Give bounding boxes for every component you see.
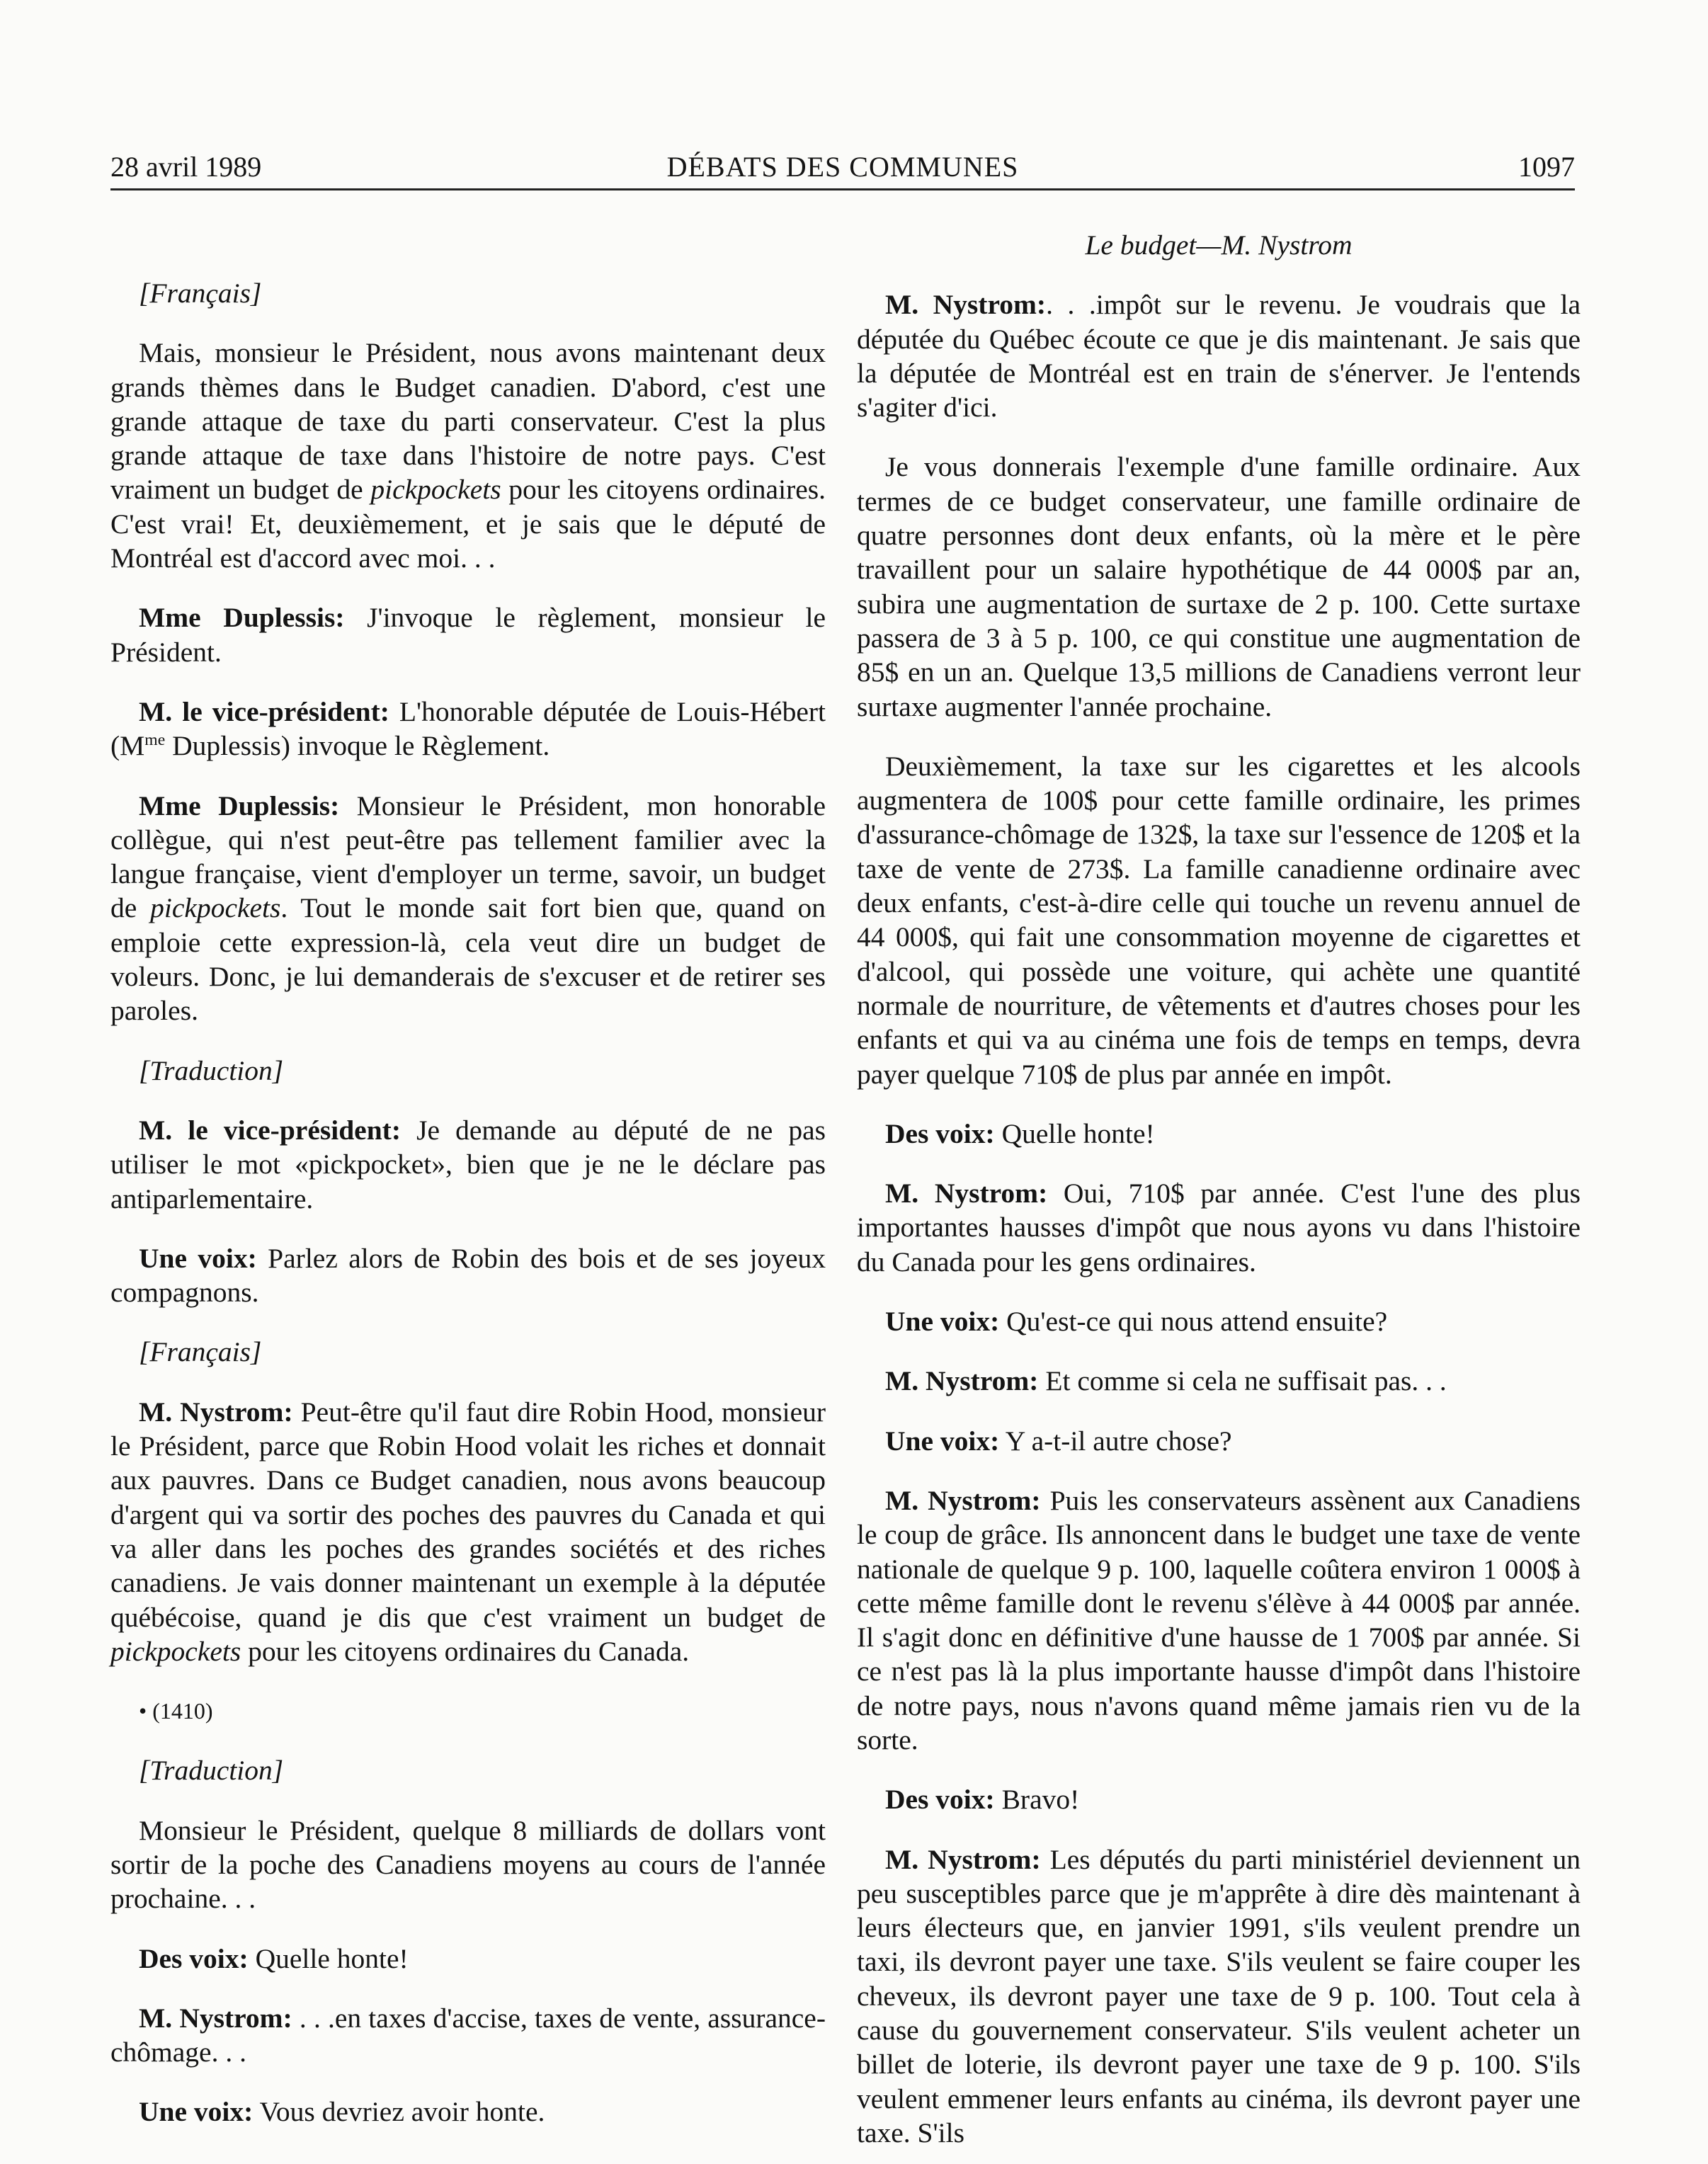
language-marker: [Traduction] <box>139 1054 284 1086</box>
paragraph: Des voix: Quelle honte! <box>139 1942 409 1974</box>
paragraph: Une voix: Y a-t-il autre chose? <box>885 1425 1232 1457</box>
superscript: me <box>144 731 166 750</box>
speaker: Mme Duplessis: <box>139 602 345 634</box>
paragraph: Je vous donnerais l'exemple d'une famille ordinaire. Aux termes de ce budget conservateur, une famille ordinaire de quatre personnes dont deux enfants, où la mère et le père travaillent pour un salaire hypothétique de 44 000$ par an, subira une augmentation de surtaxe de 2 p. 100. Cette surtaxe passera de 3 à 5 p. 100, ce qui constitue une augmentation de 85$ en un an. Quelque 13,5 millions de Canadiens verront leur surtaxe augmenter l'année prochaine. <box>857 451 1581 722</box>
italic-term: pickpockets <box>150 892 281 924</box>
speaker: M. Nystrom: <box>885 1843 1041 1875</box>
running-head: Le budget—M. Nystrom <box>1085 229 1353 261</box>
paragraph: M. Nystrom: Puis les conservateurs assènent aux Canadiens le coup de grâce. Ils annoncent dans le budget une taxe de vente nationale de quelque 9 p. 100, laquelle coûtera environ 1 000$ à cette même famille dont le revenu s'élève à 44 000$ par année. Il s'agit donc en définitive d'une hausse de 1 700$ par année. Si ce n'est pas là la plus importante hausse d'impôt dans l'histoire de notre pays, nous n'avons quand même jamais rien vu de la sorte. <box>857 1484 1581 1755</box>
speaker: Une voix: <box>885 1306 1000 1338</box>
paragraph: Mais, monsieur le Président, nous avons maintenant deux grands thèmes dans le Budget canadien. D'abord, c'est une grande attaque de taxe du parti conservateur. C'est la plus grande attaque de taxe dans l'histoire de notre pays. C'est vraiment un budget de pickpockets pour les citoyens ordinaires. C'est vrai! Et, deuxièmement, et je sais que le député de Montréal est d'accord avec moi. . . <box>110 337 826 574</box>
speaker: M. Nystrom: <box>139 1396 293 1428</box>
language-marker: [Français] <box>139 1336 262 1368</box>
header-page-number: 1097 <box>1518 151 1575 183</box>
paragraph: Une voix: Qu'est-ce qui nous attend ensuite? <box>885 1306 1388 1338</box>
header-date: 28 avril 1989 <box>110 151 262 183</box>
paragraph: M. le vice-président: Je demande au député de ne pas utiliser le mot «pickpocket», bien que je ne le déclare pas antiparlementaire. <box>110 1114 826 1214</box>
paragraph: Deuxièmement, la taxe sur les cigarettes et les alcools augmentera de 100$ pour cette famille ordinaire, les primes d'assurance-chômage de 132$, la taxe sur l'essence de 120$ et la taxe de vente de 273$. La famille canadienne ordinaire avec deux enfants, c'est-à-dire celle qui touche un revenu annuel de 44 000$, qui fait une consommation moyenne de cigarettes et d'alcool, qui possède une voiture, qui achète une quantité normale de nourriture, de vêtements et d'autres choses pour les enfants et qui va au cinéma une fois de temps en temps, devra payer quelque 710$ de plus par année en impôt. <box>857 750 1581 1090</box>
header-title: DÉBATS DES COMMUNES <box>666 151 1019 183</box>
right-column <box>857 212 1581 2148</box>
paragraph: Une voix: Parlez alors de Robin des bois et de ses joyeux compagnons. <box>110 1242 826 1309</box>
paragraph: M. Nystrom: Oui, 710$ par année. C'est l'une des plus importantes hausses d'impôt que nous ayons vu dans l'histoire du Canada pour les gens ordinaires. <box>857 1178 1581 1277</box>
paragraph: M. Nystrom: Les députés du parti ministériel deviennent un peu susceptibles parce que je m'apprête à dire dès maintenant à leurs électeurs que, en janvier 1991, s'ils veulent prendre un taxi, ils devront payer une taxe. S'ils veulent se faire couper les cheveux, ils devront payer une taxe de 9 p. 100. Tout cela à cause du gouvernement conservateur. S'ils veulent acheter un billet de loterie, ils devront payer une taxe de 9 p. 100. S'ils veulent emmener leurs enfants au cinéma, ils devront payer une taxe. S'ils <box>857 1843 1581 2148</box>
paragraph: Monsieur le Président, quelque 8 milliards de dollars vont sortir de la poche des Canadiens moyens au cours de l'année prochaine. . . <box>110 1814 826 1915</box>
left-column <box>110 212 826 2128</box>
paragraph: Des voix: Bravo! <box>885 1784 1080 1816</box>
italic-term: pickpockets <box>110 1635 241 1667</box>
speaker: Une voix: <box>139 1242 257 1274</box>
paragraph: Une voix: Vous devriez avoir honte. <box>139 2096 545 2128</box>
speaker: Une voix: <box>139 2096 254 2128</box>
speaker: Mme Duplessis: <box>139 790 340 821</box>
speaker: Des voix: <box>139 1942 249 1974</box>
speaker: Des voix: <box>885 1117 995 1149</box>
paragraph: M. Nystrom:. . .impôt sur le revenu. Je voudrais que la députée du Québec écoute ce que je dis maintenant. Je sais que la députée de Montréal est en train de s'énerver. Je l'entends s'agiter d'ici. <box>857 289 1581 423</box>
paragraph: M. Nystrom: Et comme si cela ne suffisait pas. . . <box>885 1365 1447 1397</box>
paragraph: M. Nystrom: . . .en taxes d'accise, taxes de vente, assurance-chômage. . . <box>110 2002 826 2068</box>
timestamp: • (1410) <box>139 1698 213 1724</box>
speaker: M. Nystrom: <box>139 2002 292 2034</box>
page-header <box>110 150 1575 190</box>
speaker: M. Nystrom: <box>885 1484 1041 1516</box>
paragraph: M. le vice-président: L'honorable députée de Louis-Hébert ($M^{me}$ Duplessis) invoque le Règlement. <box>110 695 826 762</box>
italic-term: pickpockets <box>370 474 501 506</box>
speaker: M. Nystrom: <box>885 289 1047 321</box>
speaker: Des voix: <box>885 1784 995 1816</box>
paragraph: M. Nystrom: Peut-être qu'il faut dire Robin Hood, monsieur le Président, parce que Robin Hood volait les riches et donnait aux pauvres. Dans ce Budget canadien, nous avons beaucoup d'argent qui va sortir des poches des pauvres du Canada et qui va aller dans les poches des grandes sociétés et des riches canadiens. Je vais donner maintenant un exemple à la députée québécoise, quand je dis que c'est vraiment un budget de pickpockets pour les citoyens ordinaires du Canada. <box>110 1396 826 1667</box>
paragraph: Des voix: Quelle honte! <box>885 1117 1155 1149</box>
language-marker: [Français] <box>139 278 262 309</box>
speaker: Une voix: <box>885 1425 1000 1457</box>
speaker: M. le vice-président: <box>139 1114 401 1146</box>
paragraph: Mme Duplessis: Monsieur le Président, mon honorable collègue, qui n'est peut-être pas tellement familier avec la langue française, vient d'employer un terme, savoir, un budget de pickpockets. Tout le monde sait fort bien que, quand on emploie cette expression-là, cela veut dire un budget de voleurs. Donc, je lui demanderais de s'excuser et de retirer ses paroles. <box>110 790 826 1027</box>
speaker: M. Nystrom: <box>885 1365 1039 1397</box>
speaker: M. le vice-président: <box>139 695 389 727</box>
paragraph: Mme Duplessis: J'invoque le règlement, monsieur le Président. <box>110 602 826 668</box>
language-marker: [Traduction] <box>139 1755 284 1787</box>
header-rule <box>110 188 1575 190</box>
speaker: M. Nystrom: <box>885 1178 1048 1209</box>
